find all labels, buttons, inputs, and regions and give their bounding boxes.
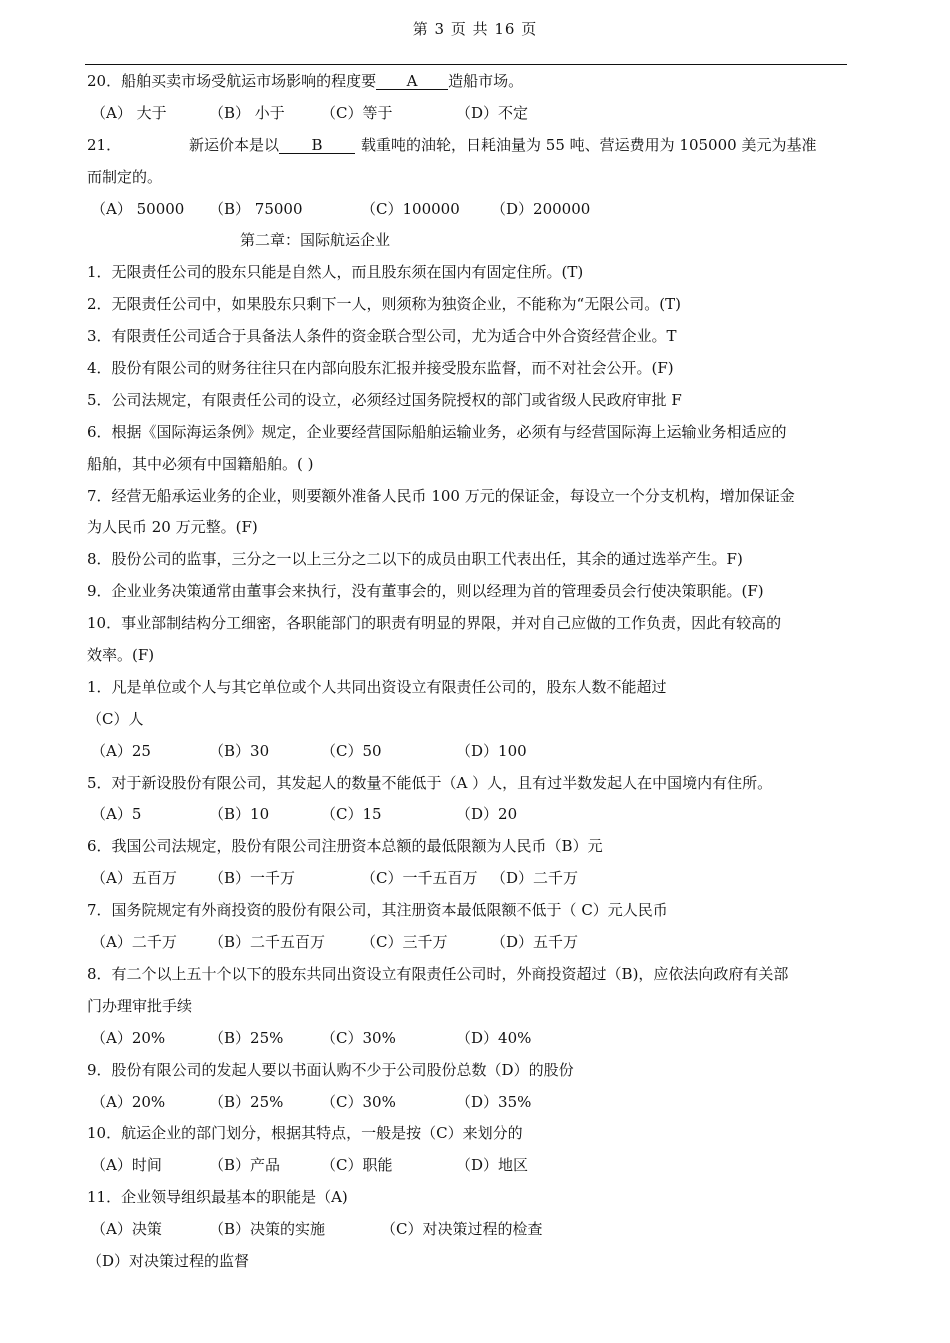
text-line: 9．企业业务决策通常由董事会来执行，没有董事会的，则以经理为首的管理委员会行使决策职能。(F) xyxy=(87,582,764,601)
option-item: （B）25% xyxy=(209,1028,284,1047)
option-item: （D）200000 xyxy=(491,199,591,218)
option-item: （B） 75000 xyxy=(209,199,303,218)
option-item: （B）二千五百万 xyxy=(209,933,326,952)
text-line: 效率。(F) xyxy=(87,646,155,665)
text-line: 门办理审批手续 xyxy=(87,996,193,1015)
text-line: 6．我国公司法规定，股份有限公司注册资本总额的最低限额为人民币（B）元 xyxy=(87,837,603,856)
q20-tail: 造船市场。 xyxy=(448,72,524,90)
q20-answer-blank: A xyxy=(376,73,448,90)
text-line: 4．股份有限公司的财务往往只在内部向股东汇报并接受股东监督，而不对社会公开。(F) xyxy=(87,359,674,378)
option-item: （A）二千万 xyxy=(91,933,177,952)
option-item: （A）决策 xyxy=(91,1220,162,1239)
option-item: （D）35% xyxy=(456,1092,532,1111)
option-item: （D）不定 xyxy=(456,103,529,122)
option-item: （D）二千万 xyxy=(491,869,579,888)
options-row xyxy=(87,98,849,130)
option-item: （A）20% xyxy=(91,1028,166,1047)
option-item: （B） 小于 xyxy=(209,103,285,122)
question-20 xyxy=(87,66,849,98)
option-item: （A）五百万 xyxy=(91,869,177,888)
option-item: （D）地区 xyxy=(456,1156,529,1175)
option-item: （D）五千万 xyxy=(491,933,579,952)
header-divider xyxy=(85,64,847,65)
text-line: 1．无限责任公司的股东只能是自然人，而且股东须在国内有固定住所。(T) xyxy=(87,263,584,282)
option-item: （D）20 xyxy=(456,805,518,824)
chapter-heading: 第二章：国际航运企业 xyxy=(240,231,391,250)
q21-number: 21． xyxy=(87,135,122,154)
text-line: （D）对决策过程的监督 xyxy=(87,1251,250,1270)
option-item: （B）10 xyxy=(209,805,270,824)
text-line: 5．公司法规定，有限责任公司的设立，必须经过国务院授权的部门或省级人民政府审批 F xyxy=(87,390,682,409)
q21-stem: 新运价本是以 xyxy=(189,135,280,154)
option-item: （A）20% xyxy=(91,1092,166,1111)
document-body xyxy=(87,66,849,1278)
options-row xyxy=(87,1087,849,1119)
option-item: （C）100000 xyxy=(361,199,460,218)
text-line: （C）人 xyxy=(87,709,144,728)
question-21 xyxy=(87,130,849,162)
option-item: （D）40% xyxy=(456,1028,532,1047)
option-item: （A） 大于 xyxy=(91,103,167,122)
options-row xyxy=(87,1214,849,1246)
option-item: （C）一千五百万 xyxy=(361,869,478,888)
option-item: （C）30% xyxy=(321,1028,396,1047)
text-line: 8．有二个以上五十个以下的股东共同出资设立有限责任公司时，外商投资超过（B)，应依法向政府有关部 xyxy=(87,964,789,983)
q20-stem: 20．船舶买卖市场受航运市场影响的程度要 xyxy=(87,72,377,90)
option-item: （C）等于 xyxy=(321,103,393,122)
text-line: 7．国务院规定有外商投资的股份有限公司，其注册资本最低限额不低于（ C）元人民币 xyxy=(87,901,668,920)
text-line: 而制定的。 xyxy=(87,167,163,186)
text-line: 3．有限责任公司适合于具备法人条件的资金联合型公司，尤为适合中外合资经营企业。T xyxy=(87,327,677,346)
text-line: 7．经营无船承运业务的企业，则要额外准备人民币 100 万元的保证金，每设立一个分支机构，增加保证金 xyxy=(87,486,795,505)
text-line: 5．对于新设股份有限公司，其发起人的数量不能低于（A ）人，且有过半数发起人在中国境内有住所。 xyxy=(87,773,773,792)
options-row xyxy=(87,799,849,831)
text-line: 为人民币 20 万元整。(F) xyxy=(87,518,258,537)
text-line: 11．企业领导组织最基本的职能是（A) xyxy=(87,1188,348,1207)
options-row xyxy=(87,1150,849,1182)
options-row xyxy=(87,194,849,226)
text-line: 1．凡是单位或个人与其它单位或个人共同出资设立有限责任公司的，股东人数不能超过 xyxy=(87,677,667,696)
option-item: （B）产品 xyxy=(209,1156,281,1175)
option-item: （B）25% xyxy=(209,1092,284,1111)
option-item: （A）时间 xyxy=(91,1156,162,1175)
text-line: 6．根据《国际海运条例》规定，企业要经营国际船舶运输业务，必须有与经营国际海上运输业务相适应的 xyxy=(87,422,787,441)
text-line: 10．航运企业的部门划分，根据其特点，一般是按（C）来划分的 xyxy=(87,1124,523,1143)
q21-tail: 载重吨的油轮，日耗油量为 55 吨、营运费用为 105000 美元为基准 xyxy=(361,135,817,154)
text-line: 8．股份公司的监事，三分之一以上三分之二以下的成员由职工代表出任，其余的通过选举产生。F) xyxy=(87,550,743,569)
text-line: 9．股份有限公司的发起人要以书面认购不少于公司股份总数（D）的股份 xyxy=(87,1060,574,1079)
options-row xyxy=(87,736,849,768)
option-item: （C）对决策过程的检查 xyxy=(381,1220,543,1239)
option-item: （C）50 xyxy=(321,741,382,760)
option-item: （B）决策的实施 xyxy=(209,1220,326,1239)
option-item: （C）三千万 xyxy=(361,933,448,952)
options-row xyxy=(87,927,849,959)
option-item: （B）一千万 xyxy=(209,869,296,888)
page-header: 第 3 页 共 16 页 xyxy=(412,20,538,38)
option-item: （C）职能 xyxy=(321,1156,393,1175)
q21-answer-blank: B xyxy=(279,137,355,154)
option-item: （A）25 xyxy=(91,741,151,760)
options-row xyxy=(87,1023,849,1055)
options-row xyxy=(87,863,849,895)
text-line: 2．无限责任公司中，如果股东只剩下一人，则须称为独资企业，不能称为“无限公司。(T) xyxy=(87,295,681,314)
option-item: （C）15 xyxy=(321,805,382,824)
option-item: （A）5 xyxy=(91,805,142,824)
text-line: 10．事业部制结构分工细密，各职能部门的职责有明显的界限，并对自己应做的工作负责，因此有较高的 xyxy=(87,614,782,633)
text-line: 船舶，其中必须有中国籍船舶。( ) xyxy=(87,454,314,473)
option-item: （C）30% xyxy=(321,1092,396,1111)
option-item: （B）30 xyxy=(209,741,270,760)
option-item: （D）100 xyxy=(456,741,527,760)
option-item: （A） 50000 xyxy=(91,199,185,218)
